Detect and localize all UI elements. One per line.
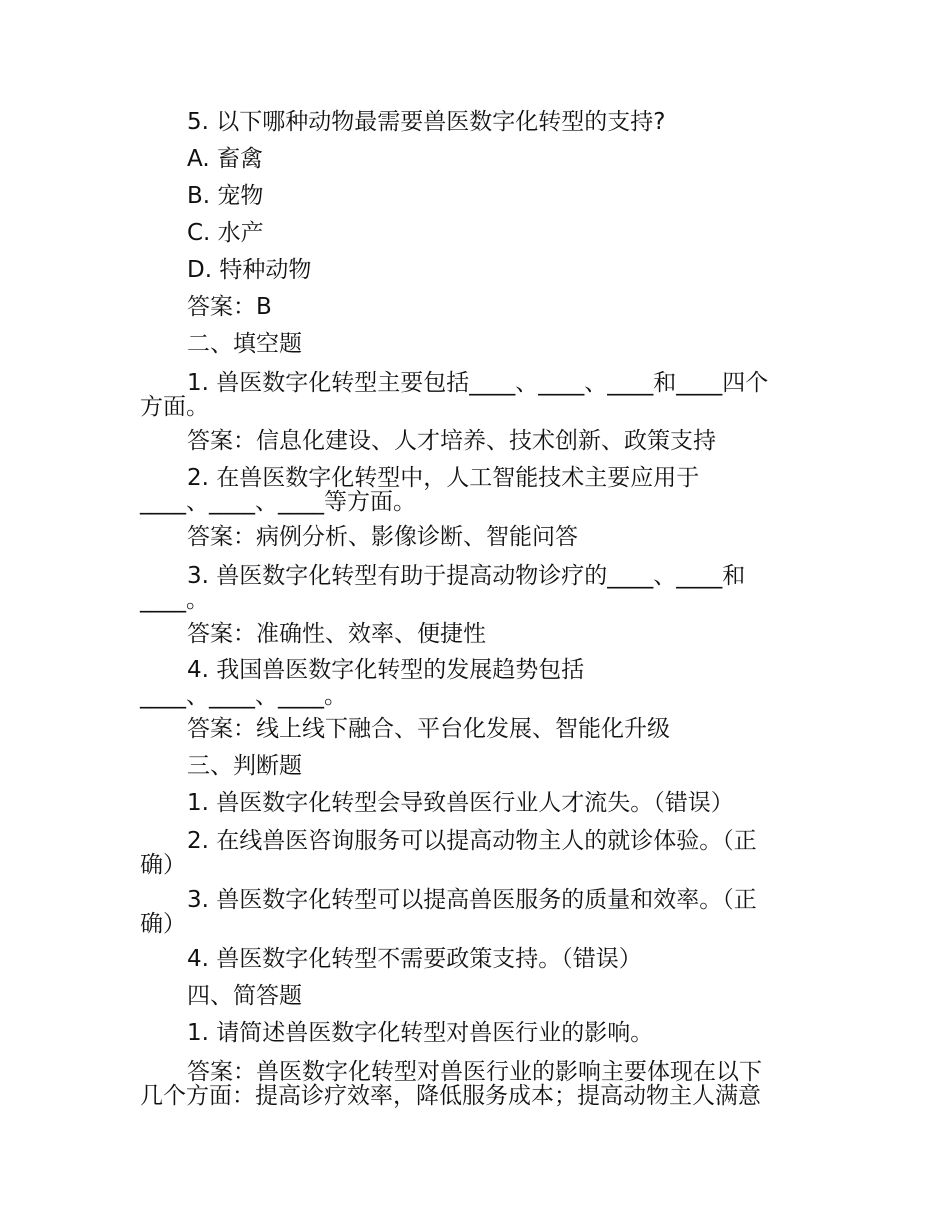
fill-question-1: 1. 兽医数字化转型主要包括____、____、____和____四个 (187, 370, 769, 396)
judge-item-2-cont: 确） (140, 852, 186, 878)
fill-question-4: 4. 我国兽医数字化转型的发展趋势包括 (187, 657, 585, 683)
option-d: D. 特种动物 (187, 257, 312, 283)
fill-answer-4: 答案：线上线下融合、平台化发展、智能化升级 (187, 716, 670, 742)
judge-item-1: 1. 兽医数字化转型会导致兽医行业人才流失。（错误） (187, 790, 734, 816)
judge-item-2: 2. 在线兽医咨询服务可以提高动物主人的就诊体验。（正 (187, 828, 757, 854)
judge-item-4: 4. 兽医数字化转型不需要政策支持。（错误） (187, 946, 642, 972)
judge-item-3-cont: 确） (140, 911, 186, 937)
answer-q5: 答案：B (187, 294, 272, 320)
fill-question-3: 3. 兽医数字化转型有助于提高动物诊疗的____、____和 (187, 563, 746, 589)
question-5: 5. 以下哪种动物最需要兽医数字化转型的支持? (187, 109, 666, 135)
fill-answer-3: 答案：准确性、效率、便捷性 (187, 621, 486, 647)
fill-answer-1: 答案：信息化建设、人才培养、技术创新、政策支持 (187, 428, 716, 454)
fill-question-2: 2. 在兽医数字化转型中，人工智能技术主要应用于 (187, 465, 700, 491)
section-heading-true-false: 三、判断题 (187, 753, 302, 779)
short-answer-1: 答案：兽医数字化转型对兽医行业的影响主要体现在以下 (187, 1059, 762, 1085)
fill-question-3-cont: ____。 (140, 587, 209, 613)
fill-question-4-cont: ____、____、____。 (140, 683, 347, 709)
section-heading-fill-in: 二、填空题 (187, 331, 302, 357)
section-heading-short-answer: 四、简答题 (187, 983, 302, 1009)
judge-item-3: 3. 兽医数字化转型可以提高兽医服务的质量和效率。（正 (187, 887, 757, 913)
short-answer-1-cont: 几个方面：提高诊疗效率，降低服务成本；提高动物主人满意 (140, 1083, 761, 1109)
fill-question-1-cont: 方面。 (140, 394, 209, 420)
option-a: A. 畜禽 (187, 146, 263, 172)
short-question-1: 1. 请简述兽医数字化转型对兽医行业的影响。 (187, 1020, 654, 1046)
fill-answer-2: 答案：病例分析、影像诊断、智能问答 (187, 524, 578, 550)
option-c: C. 水产 (187, 220, 264, 246)
fill-question-2-cont: ____、____、____等方面。 (140, 489, 416, 515)
option-b: B. 宠物 (187, 183, 264, 209)
